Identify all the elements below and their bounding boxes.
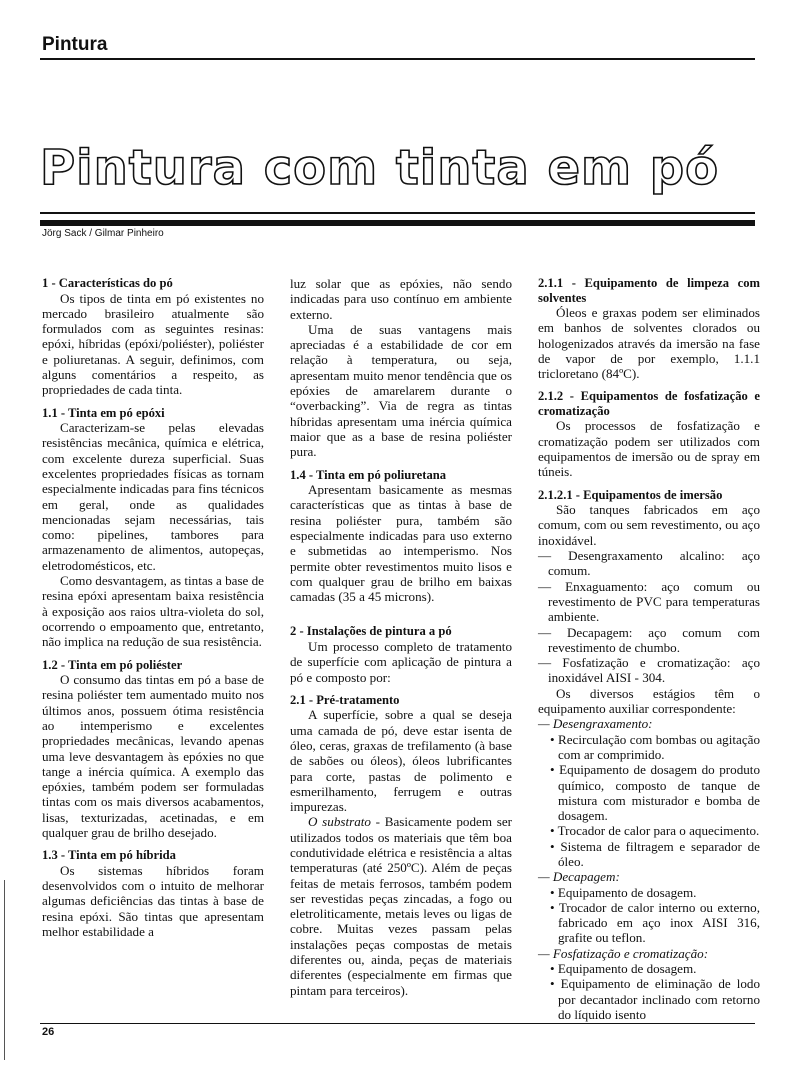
text-column-2 (290, 276, 512, 998)
subheading-italic: — Decapagem: (538, 869, 620, 885)
paragraph: Como desvantagem, as tintas a base de resina epóxi apresentam baixa resistência à exposição aos raios ultra-violeta do sol, ocorrendo o empoamento que, entretanto, não implica na redução de sua resistência. (42, 573, 264, 650)
section-heading: 1.4 - Tinta em pó poliuretana (290, 467, 447, 482)
paragraph: Os tipos de tinta em pó existentes no mercado brasileiro atualmente são formulados com as seguintes resinas: epóxi, híbridas (epóxi/poliéster), poliéster e poliuretanas. A seguir, definimos, com alguns comentários a respeito, as propriedades de cada tinta. (42, 290, 264, 398)
paragraph-text: - Basicamente podem ser utilizados todos os materiais que têm boa condutividade elétrica e resistência a altas temperaturas (até 250ºC). Além de peças feitas de metais ferrosos, também podem ser revestidas peças zincadas, a fogo ou eletroliticamente, metais leves ou ligas de cobre. Muitas vezes passam pelas instalações peças compostas de metais diferentes ou, ainda, peças de materiais diferentes (especialmente em firmas que pintam para terceiros). (290, 814, 512, 998)
header-rule (40, 58, 755, 60)
section-label: Pintura (42, 34, 108, 55)
list-item: — Desengraxamento alcalino: aço comum. (538, 548, 760, 579)
section-heading: 1 - Características do pó (42, 276, 173, 290)
bullet-item: • Equipamento de dosagem do produto químico, composto de tanque de mistura com misturador e bomba de dosagem. (550, 762, 760, 824)
subheading-italic: — Fosfatização e cromatização: (538, 945, 709, 961)
section-heading: 1.1 - Tinta em pó epóxi (42, 405, 165, 420)
article-authors: Jörg Sack / Gilmar Pinheiro (42, 228, 164, 239)
page-number: 26 (42, 1026, 55, 1038)
article-title: Pintura com tinta em pó (40, 140, 720, 196)
paragraph: São tanques fabricados em aço comum, com ou sem revestimento, ou aço inoxidável. (538, 502, 760, 548)
bullet-item: • Recirculação com bombas ou agitação com ar comprimido. (550, 731, 760, 762)
text-column-3 (538, 276, 760, 1022)
paragraph: Apresentam basicamente as mesmas características que as tintas à base de resina poliéster pura, também são especialmente indicadas para uso externo e submetidas ao intemperismo. Nos permite obter revestimentos muito lisos e com qualquer grau de brilho em baixas camadas (35 a 45 microns). (290, 482, 512, 605)
text-column-1 (42, 276, 264, 939)
paragraph: Os processos de fosfatização e cromatização podem ser utilizados com equipamentos de imersão ou de spray em túneis. (538, 418, 760, 480)
section-heading: 2.1.2 - Equipamentos de fosfatização e cromatização (538, 389, 760, 418)
paragraph: Caracterizam-se pelas elevadas resistências mecânica, química e elétrica, com excelente dureza superficial. Suas excelentes propriedades físicas as tornam especialmente indicadas para fins técnicos em geral, onde as qualidades mencionadas sejam necessárias, tais como: pipelines, tambores para armazenamento de alimentos, autopeças, eletrodomésticos, etc. (42, 420, 264, 573)
bullet-item: • Equipamento de eliminação de lodo por decantador inclinado com retorno do líquido isento (550, 976, 760, 1022)
paragraph: Os sistemas híbridos foram desenvolvidos com o intuito de melhorar algumas deficiências das tintas à base de resina epóxi. São tintas que apresentam melhor estabilidade a (42, 862, 264, 939)
paragraph: A superfície, sobre a qual se deseja uma camada de pó, deve estar isenta de óleo, ceras, graxas de trefilamento (à base de sabões ou óleos), óleos lubrificantes para corte, pastas de polimento e esmerilhamento, ferrugem e outras impurezas. (290, 707, 512, 815)
section-heading: 2.1.2.1 - Equipamentos de imersão (538, 487, 723, 502)
title-rule (40, 212, 755, 214)
bullet-item: • Equipamento de dosagem. (550, 884, 697, 900)
paragraph: Os diversos estágios têm o equipamento auxiliar correspondente: (538, 685, 760, 717)
title-rule-gap (40, 217, 200, 220)
section-heading: 2 - Instalações de pintura a pó (290, 624, 452, 639)
list-item: — Enxaguamento: aço comum ou revestimento de PVC para temperaturas ambiente. (538, 578, 760, 625)
paragraph (290, 814, 512, 998)
section-heading: 2.1.1 - Equipamento de limpeza com solventes (538, 276, 760, 305)
paragraph: O consumo das tintas em pó a base de resina poliéster tem aumentado muito nos últimos anos, possuem ótima resistência ao intemperismo e excelentes propriedades mecânicas, levando apenas uma leve desvantagem às epóxies no que tange a inércia química. A exemplo das epóxies, também podem ser formuladas tintas com os mais diversos acabamentos, lisas, texturizadas, acetinadas, e em qualquer grau de brilho desejado. (42, 672, 264, 840)
paragraph: Um processo completo de tratamento de superfície com aplicação de pintura a pó e composto por: (290, 638, 512, 685)
paragraph: Uma de suas vantagens mais apreciadas é a estabilidade de cor em relação à temperatura, ou seja, apresentam muito menor tendência que os epóxies de amarelarem durante o “overbacking”. Via de regra as tintas híbridas apresentam uma inércia química maior que as a base de resina poliéster pura. (290, 321, 512, 460)
footer-rule (40, 1023, 755, 1024)
scan-edge (4, 880, 5, 1060)
subheading-italic: — Desengraxamento: (538, 716, 653, 732)
bullet-item: • Equipamento de dosagem. (550, 961, 697, 977)
paragraph: Óleos e graxas podem ser eliminados em banhos de solventes clorados ou hologenizados através da imersão na fase de vapor de por exemplo, 1.1.1 tricloretano (84ºC). (538, 305, 760, 382)
section-heading: 1.2 - Tinta em pó poliéster (42, 657, 183, 672)
bullet-item: • Trocador de calor interno ou externo, fabricado em aço inox AISI 316, grafite ou teflon. (550, 899, 760, 946)
bullet-item: • Sistema de filtragem e separador de óleo. (550, 838, 760, 869)
paragraph: luz solar que as epóxies, não sendo indicadas para uso contínuo em ambiente externo. (290, 276, 512, 322)
section-heading: 1.3 - Tinta em pó híbrida (42, 848, 176, 863)
spacer (290, 604, 512, 616)
section-heading: 2.1 - Pré-tratamento (290, 692, 400, 707)
paragraph-lead: O substrato (308, 814, 371, 830)
list-item: — Fosfatização e cromatização: aço inoxidável AISI - 304. (538, 655, 760, 686)
bullet-item: • Trocador de calor para o aquecimento. (550, 823, 760, 839)
list-item: — Decapagem: aço comum com revestimento de chumbo. (538, 624, 760, 655)
title-rule-thick (40, 220, 755, 226)
